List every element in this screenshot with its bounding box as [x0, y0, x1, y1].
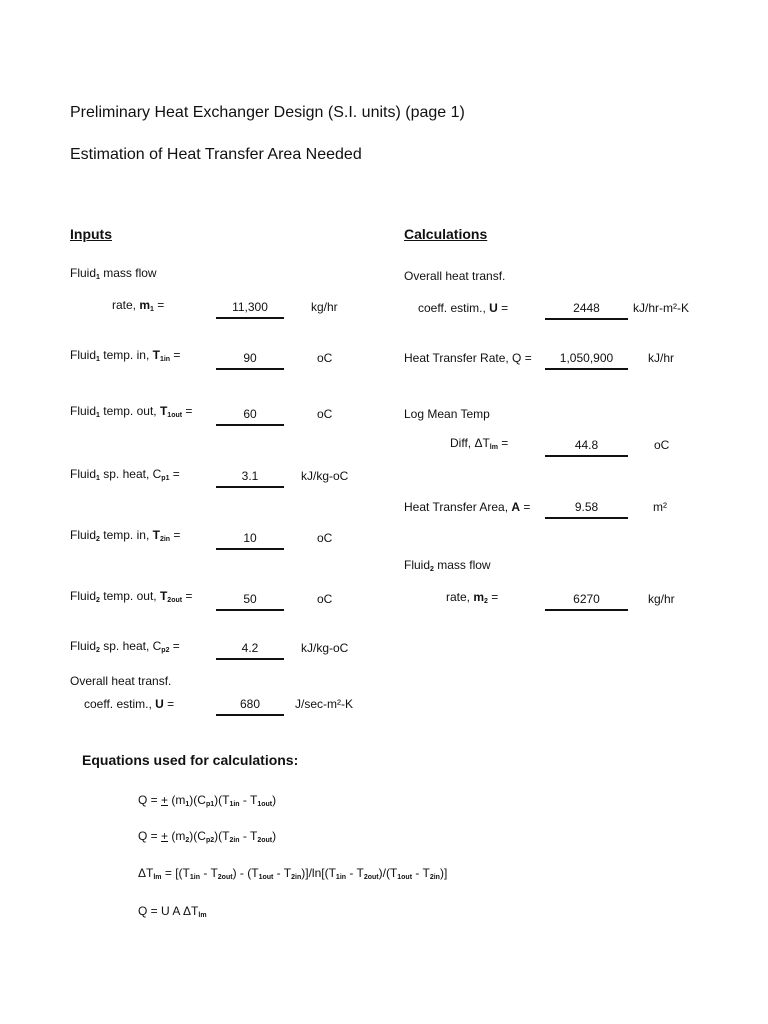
- fluid2-mass-flow-label-line2: rate, $m_2$ =: [446, 590, 499, 605]
- overall-u-input-label-line1: Overall heat transf.: [70, 674, 172, 688]
- equations-heading: Equations used for calculations:: [82, 752, 299, 768]
- overall-u-input[interactable]: 680: [216, 697, 284, 716]
- lmtd-label-line2: Diff, $\Delta T_{lm}$ =: [450, 436, 509, 451]
- overall-u-input-unit: J/sec-m²-K: [295, 697, 353, 711]
- fluid2-mass-flow-value: 6270: [545, 592, 628, 611]
- lmtd-value: 44.8: [545, 438, 628, 457]
- fluid2-temp-out-label: Fluid$_2$ temp. out, $T_{2out}$ =: [70, 589, 193, 604]
- equation-4: Q = U A $\Delta T_{lm}$: [138, 904, 207, 919]
- fluid1-temp-in-unit: oC: [317, 351, 333, 365]
- page-title: Preliminary Heat Exchanger Design (S.I. units) (page 1): [70, 104, 465, 121]
- fluid1-sp-heat-input[interactable]: 3.1: [216, 469, 284, 488]
- fluid1-temp-in-label: Fluid$_1$ temp. in, $T_{1in}$ =: [70, 348, 181, 363]
- heat-rate-unit: kJ/hr: [648, 351, 675, 365]
- fluid2-temp-out-unit: oC: [317, 592, 333, 606]
- equation-3: $\Delta T_{lm} = [(T_{1in} - T_{2out}) - (T_{1out} - T_{2in})]/\ln[(T_{1in} - T_{2out})/(T_{1out} - T_{2in})]$: [138, 866, 448, 881]
- page-subtitle: Estimation of Heat Transfer Area Needed: [70, 146, 362, 163]
- inputs-heading: Inputs: [70, 226, 112, 242]
- fluid1-temp-out-label: Fluid$_1$ temp. out, $T_{1out}$ =: [70, 404, 193, 419]
- heat-rate-label: Heat Transfer Rate, Q =: [404, 351, 532, 365]
- heat-rate-value: 1,050,900: [545, 351, 628, 370]
- area-unit: m²: [653, 500, 667, 514]
- equation-1: Q = + $(m_1)(C_{p1})(T_{1in} - T_{1out})$: [138, 793, 277, 808]
- calculations-heading: Calculations: [404, 226, 488, 242]
- overall-u-calc-label-line1: Overall heat transf.: [404, 269, 506, 283]
- fluid2-sp-heat-label: Fluid$_2$ sp. heat, $C_{p2}$ =: [70, 639, 180, 654]
- fluid2-temp-out-input[interactable]: 50: [216, 592, 284, 611]
- fluid1-mass-flow-label-line1: Fluid$_1$ mass flow: [70, 266, 157, 281]
- overall-u-input-label-line2: coeff. estim., U =: [84, 697, 175, 711]
- overall-u-calc-value: 2448: [545, 301, 628, 320]
- area-value: 9.58: [545, 500, 628, 519]
- fluid1-mass-flow-label-line2: rate, $m_1$ =: [112, 298, 165, 313]
- fluid2-temp-in-input[interactable]: 10: [216, 531, 284, 550]
- fluid1-mass-flow-input[interactable]: 11,300: [216, 300, 284, 319]
- fluid2-sp-heat-input[interactable]: 4.2: [216, 641, 284, 660]
- overall-u-calc-label-line2: coeff. estim., U =: [418, 301, 509, 315]
- fluid2-mass-flow-label-line1: Fluid$_2$ mass flow: [404, 558, 491, 573]
- fluid1-temp-out-input[interactable]: 60: [216, 407, 284, 426]
- equation-2: Q = + $(m_2)(C_{p2})(T_{2in} - T_{2out})$: [138, 829, 277, 844]
- area-label: Heat Transfer Area, A =: [404, 500, 531, 514]
- fluid2-mass-flow-unit: kg/hr: [648, 592, 675, 606]
- fluid1-temp-in-input[interactable]: 90: [216, 351, 284, 370]
- overall-u-calc-unit: kJ/hr-m²-K: [633, 301, 689, 315]
- fluid2-temp-in-label: Fluid$_2$ temp. in, $T_{2in}$ =: [70, 528, 181, 543]
- fluid1-sp-heat-label: Fluid$_1$ sp. heat, $C_{p1}$ =: [70, 467, 180, 482]
- fluid1-sp-heat-unit: kJ/kg-oC: [301, 469, 349, 483]
- fluid1-temp-out-unit: oC: [317, 407, 333, 421]
- fluid2-temp-in-unit: oC: [317, 531, 333, 545]
- lmtd-unit: oC: [654, 438, 670, 452]
- lmtd-label-line1: Log Mean Temp: [404, 407, 490, 421]
- fluid2-sp-heat-unit: kJ/kg-oC: [301, 641, 349, 655]
- fluid1-mass-flow-unit: kg/hr: [311, 300, 338, 314]
